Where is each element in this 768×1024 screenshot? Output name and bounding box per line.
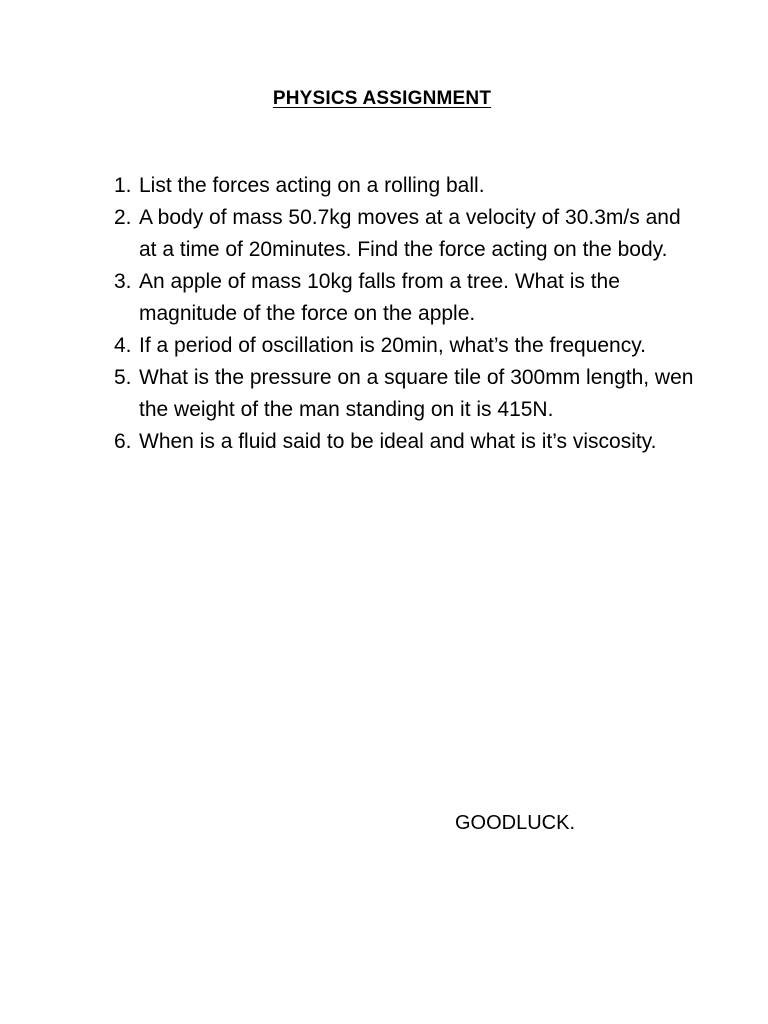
list-item (114, 266, 694, 330)
closing-text: GOODLUCK. (455, 812, 576, 834)
question-number: 3. (114, 270, 132, 293)
question-text: An apple of mass 10kg falls from a tree. What is the magnitude of the force on the apple. (139, 270, 620, 325)
question-number: 4. (114, 334, 132, 357)
question-number: 2. (114, 206, 132, 229)
question-text: When is a fluid said to be ideal and what is it’s viscosity. (139, 430, 657, 453)
question-text: What is the pressure on a square tile of 300mm length, wen the weight of the man standing on it is 415N. (139, 366, 694, 421)
question-text: List the forces acting on a rolling ball. (139, 174, 485, 197)
question-number: 1. (114, 174, 132, 197)
list-item (114, 202, 694, 266)
question-text: A body of mass 50.7kg moves at a velocity of 30.3m/s and at a time of 20minutes. Find the force acting on the body. (139, 206, 681, 261)
question-number: 5. (114, 366, 132, 389)
list-item (114, 170, 694, 202)
page-title: PHYSICS ASSIGNMENT (272, 88, 492, 109)
question-list (114, 170, 694, 458)
list-item (114, 330, 694, 362)
question-text: If a period of oscillation is 20min, what’s the frequency. (139, 334, 646, 357)
question-number: 6. (114, 430, 132, 453)
list-item (114, 362, 694, 426)
list-item (114, 426, 694, 458)
